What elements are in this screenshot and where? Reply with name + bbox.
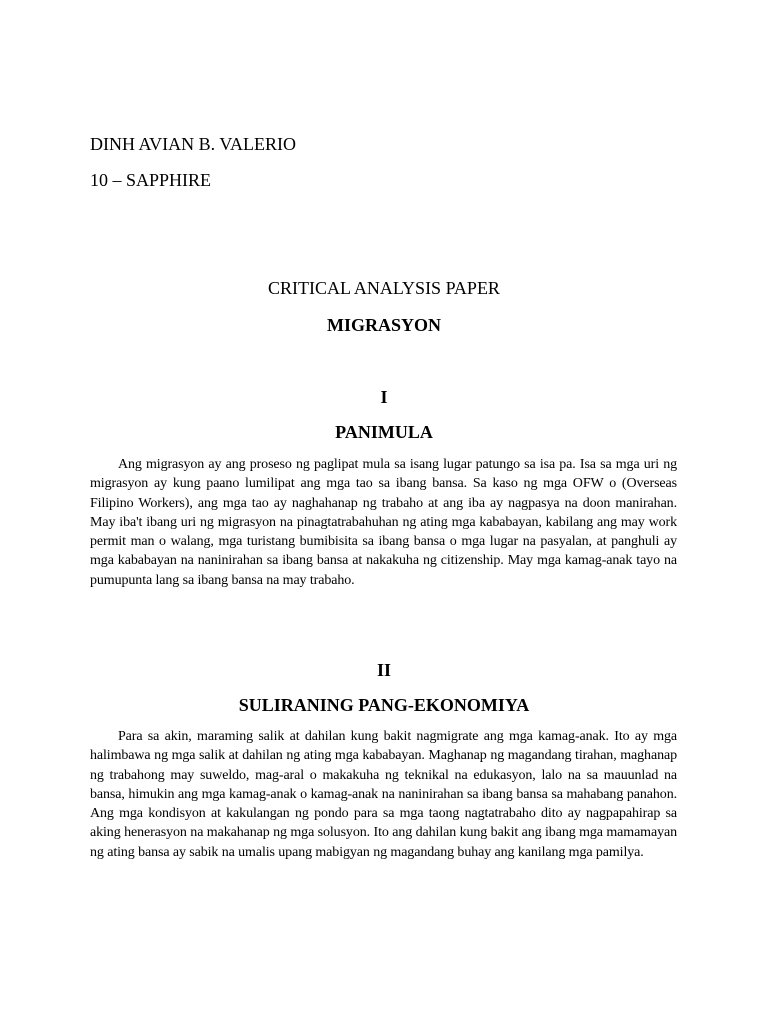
paper-topic: MIGRASYON — [326, 315, 441, 335]
section-number-2: II — [376, 660, 391, 680]
section-body-2: Para sa akin, maraming salik at dahilan kung bakit nagmigrate ang mga kamag-anak. Ito ay mga halimbawa ng mga salik at dahilan ng ating mga kababayan. Maghanap ng magandang tirahan, maghanap ng trabahong may suweldo, mag-aral o makakuha ng teknikal na edukasyon, lalo na sa mauunlad na bansa, himukin ang mga kamag-anak o kamag-anak na naninirahan sa ibang bansa sa mahabang panahon. Ang mga kondisyon at kakulangan ng pondo para sa mga taong nagtatrabaho dito ay nagpapahirap sa aking henerasyon na makahanap ng mga solusyon. Ito ang dahilan kung bakit ang ibang mga mamamayan ng ating bansa ay sabik na umalis upang mabigyan ng magandang buhay ang kanilang mga pamilya. — [90, 729, 677, 860]
author-section: 10 – SAPPHIRE — [90, 170, 212, 190]
author-name: DINH AVIAN B. VALERIO — [90, 134, 297, 154]
section-heading-1: PANIMULA — [335, 422, 433, 442]
section-number-1: I — [380, 387, 388, 407]
section-body-1: Ang migrasyon ay ang proseso ng paglipat mula sa isang lugar patungo sa isa pa. Isa sa mga uri ng migrasyon ay kung paano lumilipat ang mga tao sa ibang bansa. Sa kaso ng mga OFW o (Overseas Filipino Workers), ang mga tao ay naghahanap ng trabaho at ang iba ay nagpasya na doon manirahan. May iba't ibang uri ng migrasyon na pinagtatrabahuhan ng ating mga kababayan, kabilang ang may work permit man o walang, mga turistang bumibisita sa ibang bansa o mga lugar na pasyalan, at panghuli ay mga kababayan na naninirahan sa ibang bansa at nakakuha ng citizenship. May mga kamag-anak tayo na pumupunta lang sa ibang bansa na may trabaho. — [90, 457, 677, 588]
paper-type: CRITICAL ANALYSIS PAPER — [268, 278, 500, 298]
section-heading-2: SULIRANING PANG-EKONOMIYA — [238, 695, 530, 715]
